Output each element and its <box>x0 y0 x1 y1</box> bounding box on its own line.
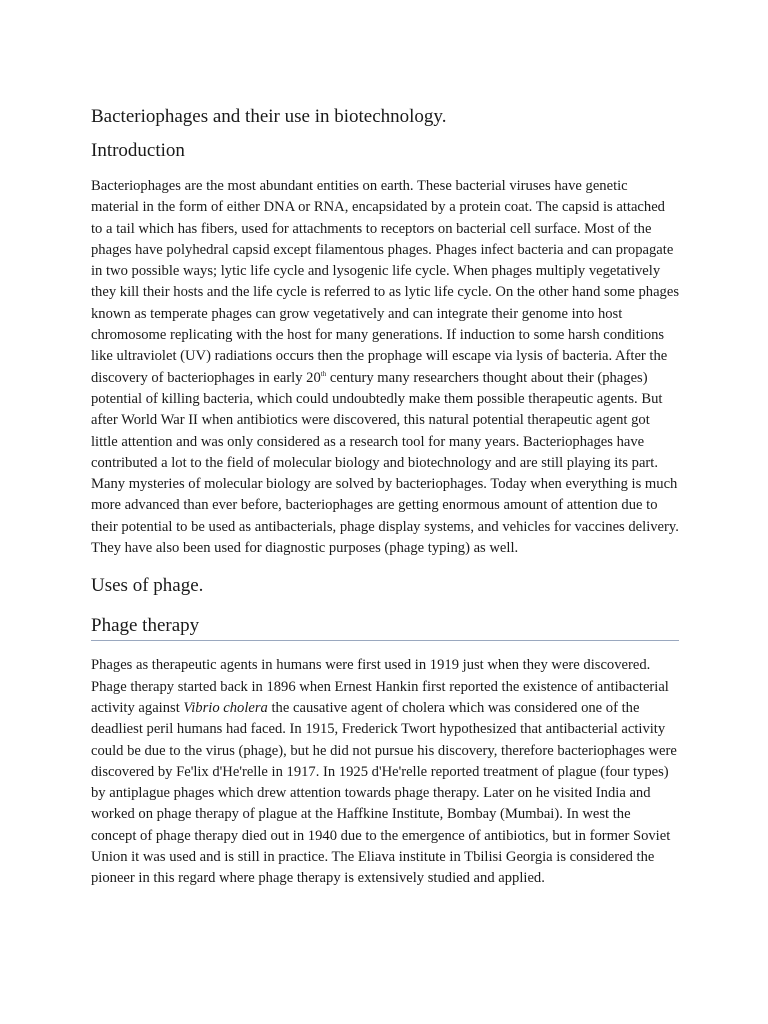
document-page <box>91 104 679 890</box>
introduction-text-part-1: Bacteriophages are the most abundant entities on earth. These bacterial viruses have genetic material in the form of either DNA or RNA, encapsidated by a protein coat. The capsid is attached to a tail which has fibers, used for attachments to receptors on bacterial cell surface. Most of the phages have polyhedral capsid except filamentous phages. Phages infect bacteria and can propagate in two possible ways; lytic life cycle and lysogenic life cycle. When phages multiply vegetatively they kill their hosts and the life cycle is referred to as lytic life cycle. On the other hand some phages known as temperate phages can grow vegetatively and can integrate their genome into host chromosome replicating with the host for many generations. If induction to some harsh conditions like ultraviolet (UV) radiations occurs then the prophage will escape via lysis of bacteria. After the discovery of bacteriophages in early 20 <box>91 178 680 386</box>
species-name-italic: Vibrio cholera <box>183 699 268 716</box>
phage-therapy-paragraph <box>91 655 679 889</box>
superscript-th: th <box>320 369 327 378</box>
phage-therapy-heading: Phage therapy <box>91 613 679 641</box>
document-title: Bacteriophages and their use in biotechnology. <box>91 106 447 127</box>
uses-heading: Uses of phage. <box>91 575 204 597</box>
introduction-text-part-2: century many researchers thought about their (phages) potential of killing bacteria, which could undoubtedly make them possible therapeutic agents. But after World War II when antibiotics were discovered, this natural potential therapeutic agent got little attention and was only considered as a research tool for many years. Bacteriophages have contributed a lot to the field of molecular biology and biotechnology and are still playing its part. Many mysteries of molecular biology are solved by bacteriophages. Today when everything is much more advanced than ever before, bacteriophages are getting enormous amount of attention due to their potential to be used as antibacterials, phage display systems, and vehicles for vaccines delivery. They have also been used for diagnostic purposes (phage typing) as well. <box>91 369 679 557</box>
introduction-paragraph <box>91 176 679 559</box>
introduction-heading: Introduction <box>91 140 185 161</box>
phage-therapy-text-part-2: the causative agent of cholera which was considered one of the deadliest peril humans had faced. In 1915, Frederick Twort hypothesized that antibacterial activity could be due to the virus (phage), but he did not pursue his discovery, therefore bacteriophages were discovered by Fe'lix d'He'relle in 1917. In 1925 d'He'relle reported treatment of plague (four types) by antiplague phages which drew attention towards phage therapy. Later on he visited India and worked on phage therapy of plague at the Haffkine Institute, Bombay (Mumbai). In west the concept of phage therapy died out in 1940 due to the emergence of antibiotics, but in former Soviet Union it was used and is still in practice. The Eliava institute in Tbilisi Georgia is considered the pioneer in this regard where phage therapy is extensively studied and applied. <box>91 699 677 887</box>
phage-therapy-text-part-1: Phages as therapeutic agents in humans were first used in 1919 just when they were discovered. Phage therapy started back in 1896 when Ernest Hankin first reported the existence of antibacterial activity against <box>91 657 669 716</box>
